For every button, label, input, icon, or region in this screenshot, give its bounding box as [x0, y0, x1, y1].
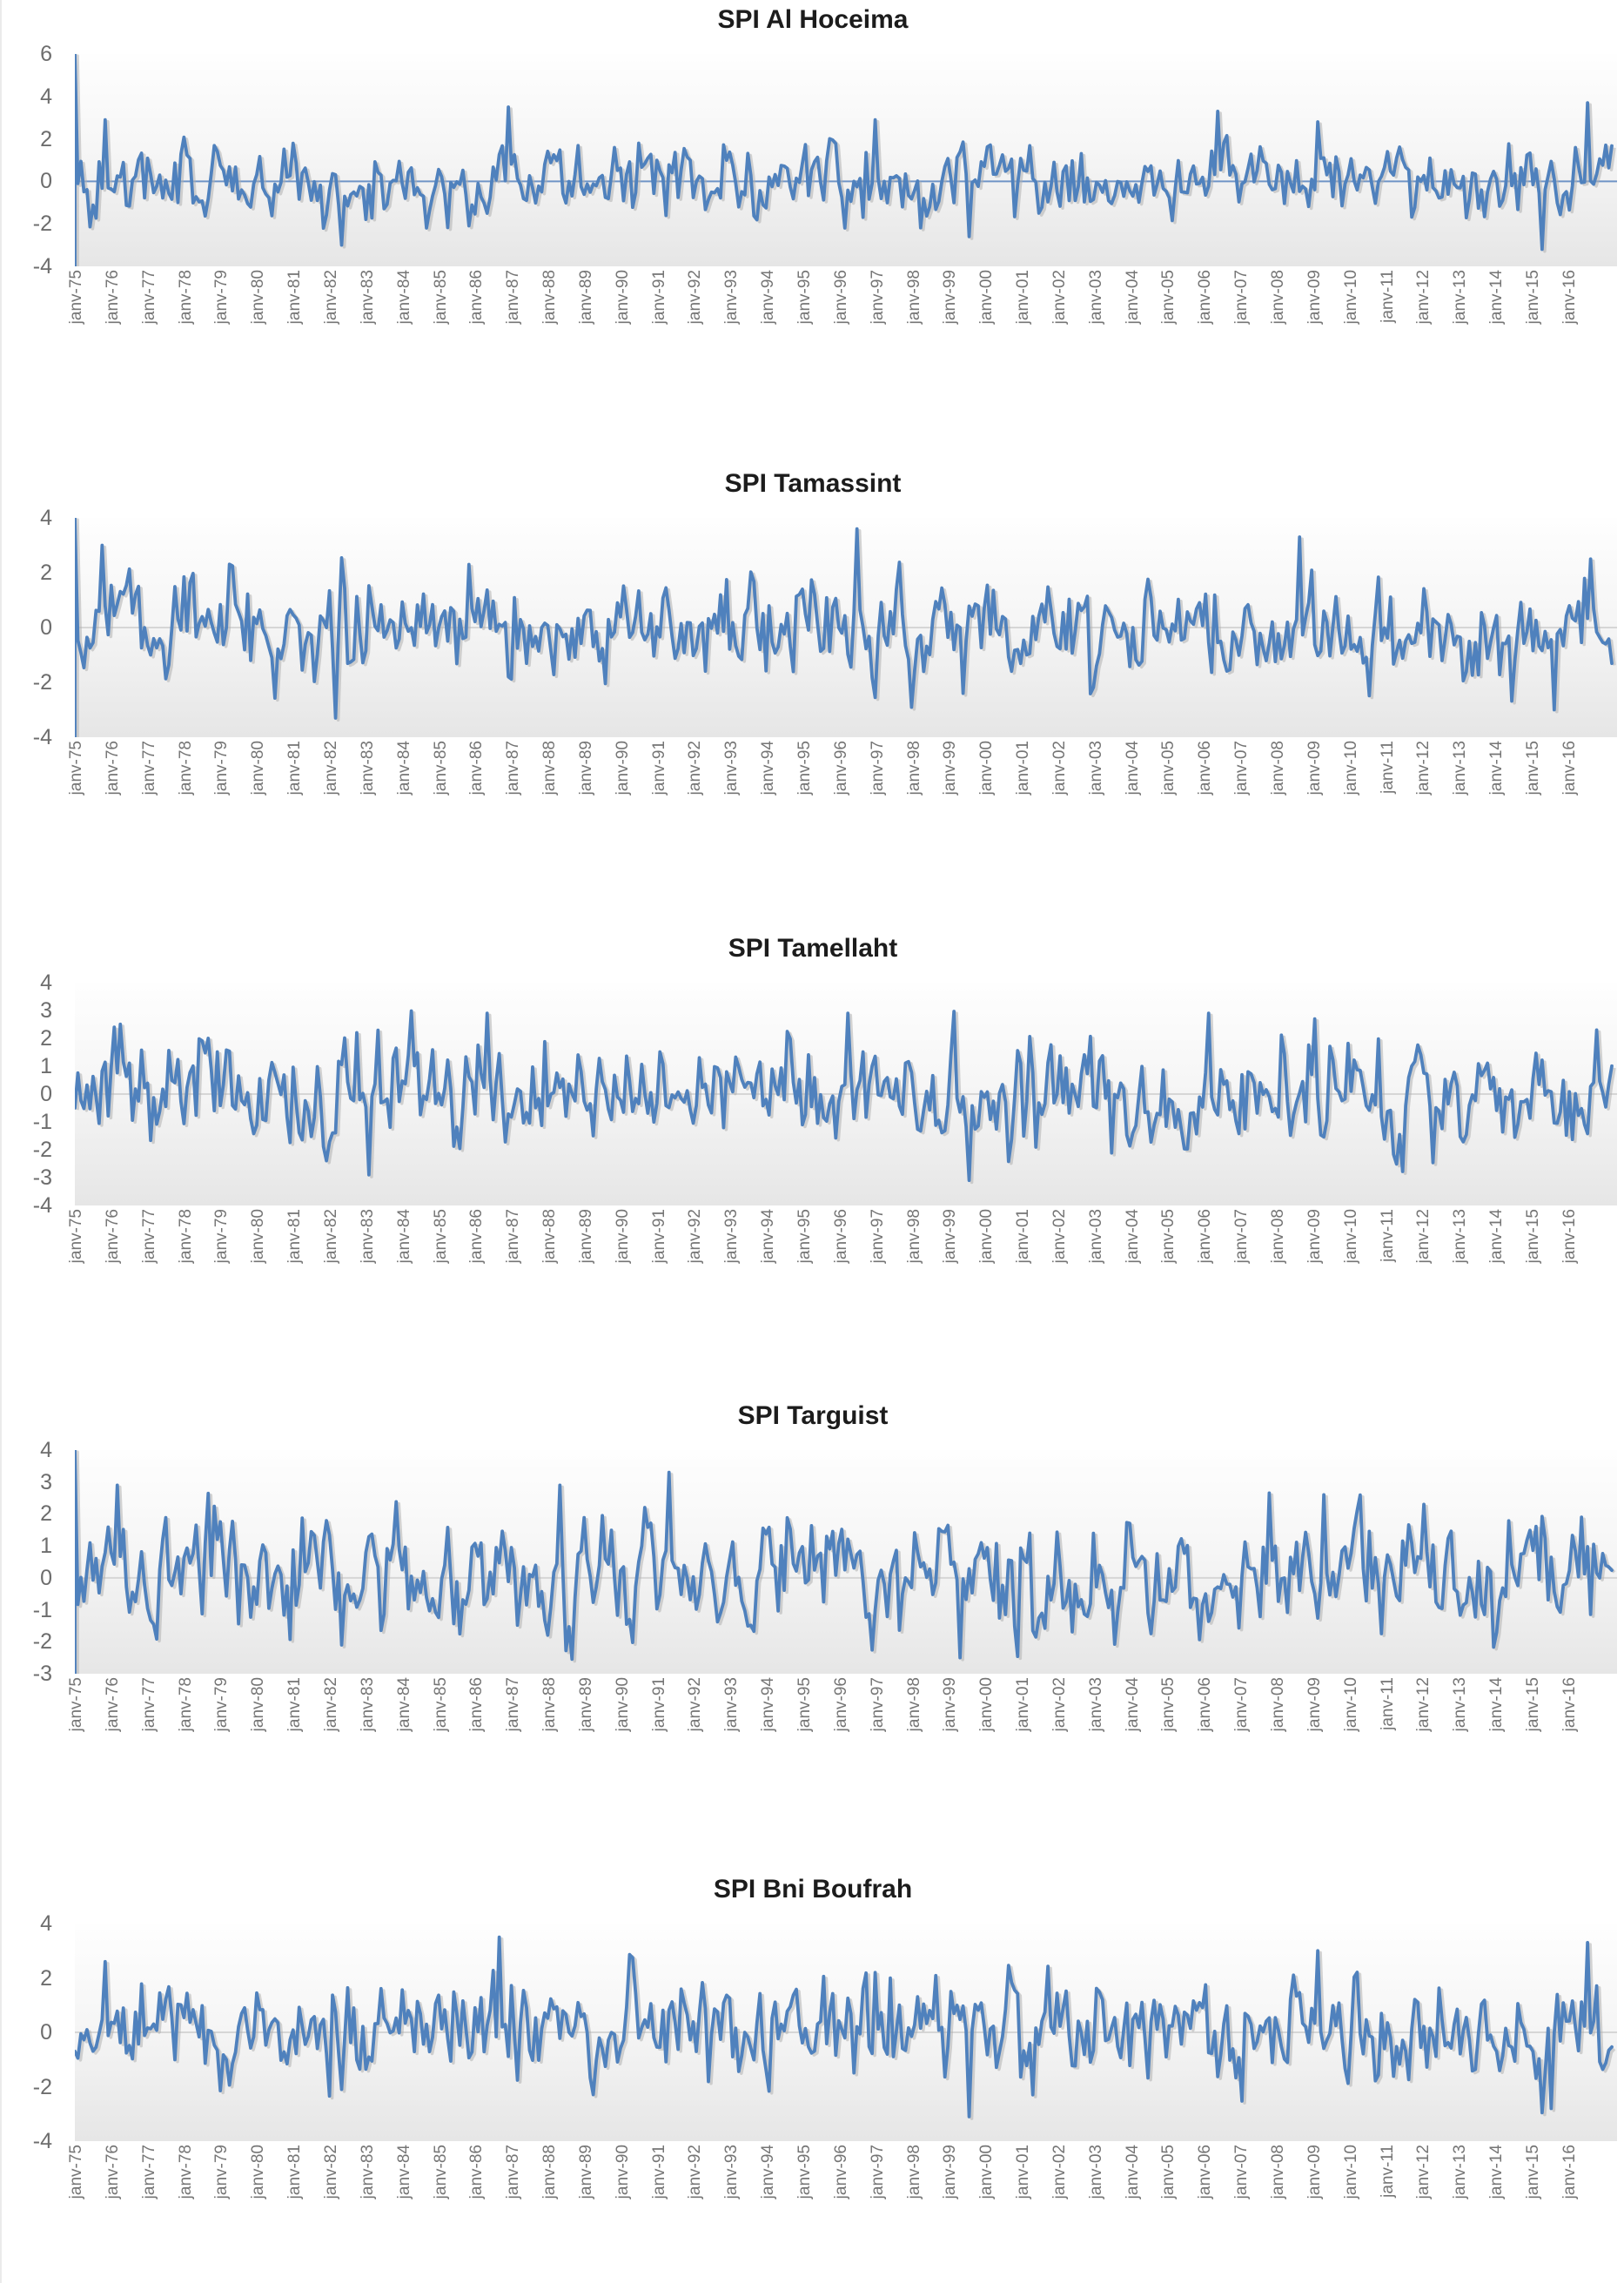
- x-tick-label: janv-02: [1050, 741, 1069, 796]
- x-tick-label: janv-84: [394, 1677, 413, 1732]
- x-tick-label: janv-80: [249, 741, 268, 796]
- spi-line-chart: [75, 518, 1617, 737]
- x-tick-label: janv-90: [613, 2145, 632, 2199]
- x-tick-label: janv-16: [1560, 1209, 1579, 1264]
- x-tick-label: janv-99: [941, 1209, 960, 1264]
- x-tick-label: janv-95: [795, 1209, 814, 1264]
- x-tick-label: janv-88: [540, 270, 559, 325]
- x-tick-label: janv-02: [1050, 2145, 1069, 2199]
- spi-line-chart: [75, 1450, 1617, 1674]
- y-axis-tick-labels: [2, 1438, 75, 1686]
- x-tick-label: janv-80: [249, 1677, 268, 1732]
- x-tick-label: janv-14: [1487, 741, 1506, 796]
- x-tick-label: janv-88: [540, 1209, 559, 1264]
- x-tick-label: janv-89: [576, 741, 595, 796]
- x-tick-label: janv-09: [1305, 741, 1324, 796]
- x-tick-label: janv-91: [649, 270, 668, 325]
- x-tick-label: janv-78: [176, 1209, 195, 1264]
- x-tick-label: janv-86: [467, 2145, 487, 2199]
- spi-line-chart: [75, 1924, 1617, 2141]
- y-tick-label: -4: [32, 725, 52, 749]
- x-tick-label: janv-75: [67, 2145, 85, 2199]
- x-tick-label: janv-96: [831, 1209, 850, 1264]
- x-tick-label: janv-94: [759, 1209, 778, 1264]
- plot-area: [75, 54, 1617, 266]
- x-tick-label: janv-11: [1378, 1209, 1397, 1262]
- chart-title: SPI Tamassint: [724, 469, 902, 498]
- x-tick-label: janv-11: [1378, 1677, 1397, 1730]
- x-tick-label: janv-87: [504, 741, 523, 796]
- x-tick-label: janv-87: [504, 1209, 523, 1264]
- x-tick-label: janv-02: [1050, 270, 1069, 325]
- x-tick-label: janv-93: [722, 1209, 742, 1264]
- x-tick-label: janv-05: [1159, 2145, 1178, 2199]
- x-tick-label: janv-79: [212, 1677, 232, 1732]
- x-tick-label: janv-76: [103, 1209, 122, 1264]
- x-tick-label: janv-16: [1560, 2145, 1579, 2199]
- x-tick-label: janv-99: [941, 1677, 960, 1732]
- x-tick-label: janv-05: [1159, 741, 1178, 796]
- x-tick-label: janv-84: [394, 741, 413, 796]
- x-axis-tick-labels: [67, 2141, 1617, 2247]
- x-tick-label: janv-81: [285, 1209, 305, 1264]
- spi-line-shadow: [77, 56, 1614, 266]
- x-tick-label: janv-95: [795, 1677, 814, 1732]
- x-tick-label: janv-92: [686, 1677, 705, 1732]
- x-tick-label: janv-85: [431, 270, 450, 325]
- x-tick-label: janv-98: [904, 741, 923, 796]
- spi-line-chart: [75, 983, 1617, 1205]
- x-tick-label: janv-98: [904, 1677, 923, 1732]
- x-tick-label: janv-11: [1378, 741, 1397, 794]
- y-tick-label: -2: [32, 670, 52, 695]
- chart-title: SPI Tamellaht: [728, 934, 898, 963]
- x-tick-label: janv-82: [321, 741, 340, 796]
- x-tick-label: janv-80: [249, 2145, 268, 2199]
- y-tick-label: -4: [32, 2129, 52, 2153]
- x-tick-label: janv-92: [686, 741, 705, 796]
- y-tick-label: 3: [40, 998, 52, 1023]
- x-tick-label: janv-97: [868, 1677, 887, 1732]
- x-tick-label: janv-82: [321, 270, 340, 325]
- x-tick-label: janv-81: [285, 1677, 305, 1732]
- plot-area: [75, 1924, 1617, 2141]
- x-tick-label: janv-87: [504, 1677, 523, 1732]
- x-tick-label: janv-05: [1159, 1677, 1178, 1732]
- chart-spi-bni-boufrah: [0, 1841, 1624, 2283]
- x-tick-label: janv-14: [1487, 2145, 1506, 2199]
- x-tick-label: janv-09: [1305, 1209, 1324, 1264]
- x-tick-label: janv-12: [1414, 2145, 1433, 2199]
- y-tick-label: -2: [32, 1138, 52, 1162]
- x-tick-label: janv-79: [212, 741, 232, 796]
- x-tick-label: janv-13: [1451, 1209, 1470, 1264]
- x-tick-label: janv-77: [139, 2145, 158, 2199]
- x-tick-label: janv-91: [649, 1209, 668, 1264]
- x-tick-label: janv-86: [467, 741, 487, 796]
- x-tick-label: janv-08: [1268, 1677, 1287, 1732]
- x-tick-label: janv-05: [1159, 270, 1178, 325]
- x-tick-label: janv-90: [613, 741, 632, 796]
- x-tick-label: janv-99: [941, 270, 960, 325]
- y-tick-label: 1: [40, 1534, 52, 1559]
- x-tick-label: janv-03: [1086, 741, 1105, 796]
- y-tick-label: 3: [40, 1469, 52, 1494]
- x-tick-label: janv-09: [1305, 1677, 1324, 1732]
- x-tick-label: janv-06: [1196, 2145, 1215, 2199]
- x-tick-label: janv-83: [358, 2145, 377, 2199]
- x-tick-label: janv-83: [358, 1209, 377, 1264]
- x-tick-label: janv-76: [103, 270, 122, 325]
- y-tick-label: 4: [40, 1438, 52, 1462]
- y-tick-label: -2: [32, 212, 52, 237]
- x-tick-label: janv-12: [1414, 741, 1433, 796]
- y-tick-label: -2: [32, 2074, 52, 2099]
- x-tick-label: janv-91: [649, 2145, 668, 2199]
- x-tick-label: janv-76: [103, 741, 122, 796]
- x-tick-label: janv-93: [722, 270, 742, 325]
- x-tick-label: janv-10: [1341, 1209, 1360, 1264]
- x-tick-label: janv-95: [795, 2145, 814, 2199]
- y-tick-label: 0: [40, 1082, 52, 1106]
- x-tick-label: janv-96: [831, 270, 850, 325]
- y-tick-label: -4: [32, 254, 52, 279]
- x-tick-label: janv-06: [1196, 741, 1215, 796]
- x-tick-label: janv-03: [1086, 1209, 1105, 1264]
- y-tick-label: 2: [40, 1965, 52, 1991]
- x-tick-label: janv-13: [1451, 1677, 1470, 1732]
- y-tick-label: 1: [40, 1054, 52, 1078]
- x-tick-label: janv-14: [1487, 1677, 1506, 1732]
- x-tick-label: janv-81: [285, 2145, 305, 2199]
- x-tick-label: janv-99: [941, 2145, 960, 2199]
- x-tick-label: janv-12: [1414, 1677, 1433, 1732]
- y-axis-tick-labels: [2, 42, 75, 279]
- x-tick-label: janv-84: [394, 2145, 413, 2199]
- x-tick-label: janv-08: [1268, 741, 1287, 796]
- x-tick-label: janv-84: [394, 270, 413, 325]
- x-tick-label: janv-03: [1086, 270, 1105, 325]
- x-tick-label: janv-93: [722, 1677, 742, 1732]
- y-axis-tick-labels: [2, 1911, 75, 2153]
- x-tick-label: janv-94: [759, 2145, 778, 2199]
- x-tick-label: janv-16: [1560, 270, 1579, 325]
- x-tick-label: janv-10: [1341, 741, 1360, 796]
- y-tick-label: 4: [40, 1911, 52, 1936]
- x-tick-label: janv-94: [759, 741, 778, 796]
- x-axis-tick-labels: [67, 1674, 1617, 1780]
- x-tick-label: janv-00: [977, 1209, 997, 1264]
- chart-spi-al-hoceima: [0, 0, 1624, 457]
- y-tick-label: 4: [40, 970, 52, 995]
- x-tick-label: janv-14: [1487, 270, 1506, 325]
- y-tick-label: 2: [40, 126, 52, 151]
- x-tick-label: janv-01: [1014, 1209, 1032, 1264]
- x-tick-label: janv-08: [1268, 1209, 1287, 1264]
- x-tick-label: janv-78: [176, 2145, 195, 2199]
- x-tick-label: janv-93: [722, 741, 742, 796]
- x-tick-label: janv-10: [1341, 1677, 1360, 1732]
- x-tick-label: janv-75: [67, 270, 85, 325]
- x-tick-label: janv-10: [1341, 270, 1360, 325]
- x-tick-label: janv-83: [358, 270, 377, 325]
- y-tick-label: 0: [40, 2020, 52, 2045]
- x-tick-label: janv-85: [431, 741, 450, 796]
- x-tick-label: janv-75: [67, 1209, 85, 1264]
- x-tick-label: janv-04: [1123, 1677, 1142, 1732]
- y-tick-label: 2: [40, 1501, 52, 1527]
- chart-title: SPI Targuist: [737, 1401, 889, 1430]
- x-tick-label: janv-13: [1451, 270, 1470, 325]
- x-tick-label: janv-15: [1523, 1677, 1542, 1732]
- chart-spi-tamellaht: [0, 918, 1624, 1380]
- x-tick-label: janv-04: [1123, 1209, 1142, 1264]
- x-tick-label: janv-02: [1050, 1209, 1069, 1264]
- spi-line: [75, 54, 1612, 266]
- x-tick-label: janv-89: [576, 270, 595, 325]
- x-tick-label: janv-79: [212, 2145, 232, 2199]
- x-tick-label: janv-06: [1196, 1209, 1215, 1264]
- x-tick-label: janv-01: [1014, 270, 1032, 325]
- x-tick-label: janv-08: [1268, 2145, 1287, 2199]
- x-tick-label: janv-00: [977, 2145, 997, 2199]
- y-tick-label: 4: [40, 84, 52, 109]
- x-tick-label: janv-07: [1232, 1209, 1252, 1264]
- y-axis-tick-labels: [2, 506, 75, 749]
- x-tick-label: janv-85: [431, 1209, 450, 1264]
- x-tick-label: janv-10: [1341, 2145, 1360, 2199]
- x-tick-label: janv-14: [1487, 1209, 1506, 1264]
- x-tick-label: janv-78: [176, 741, 195, 796]
- spi-line-chart: [75, 54, 1617, 266]
- x-tick-label: janv-88: [540, 741, 559, 796]
- x-tick-label: janv-07: [1232, 2145, 1252, 2199]
- x-tick-label: janv-97: [868, 270, 887, 325]
- x-tick-label: janv-79: [212, 270, 232, 325]
- x-tick-label: janv-12: [1414, 1209, 1433, 1264]
- x-tick-label: janv-08: [1268, 270, 1287, 325]
- x-tick-label: janv-77: [139, 741, 158, 796]
- y-tick-label: 6: [40, 42, 52, 66]
- chart-title: SPI Al Hoceima: [717, 5, 909, 34]
- x-tick-label: janv-83: [358, 1677, 377, 1732]
- x-tick-label: janv-89: [576, 1677, 595, 1732]
- x-tick-label: janv-00: [977, 270, 997, 325]
- x-tick-label: janv-92: [686, 270, 705, 325]
- x-tick-label: janv-81: [285, 741, 305, 796]
- x-tick-label: janv-88: [540, 1677, 559, 1732]
- x-tick-label: janv-75: [67, 1677, 85, 1732]
- x-tick-label: janv-79: [212, 1209, 232, 1264]
- y-tick-label: 0: [40, 1565, 52, 1590]
- x-tick-label: janv-86: [467, 1677, 487, 1732]
- x-tick-label: janv-13: [1451, 741, 1470, 796]
- y-tick-label: 2: [40, 561, 52, 585]
- x-tick-label: janv-81: [285, 270, 305, 325]
- y-axis-tick-labels: [2, 970, 75, 1218]
- x-tick-label: janv-01: [1014, 1677, 1032, 1732]
- x-tick-label: janv-95: [795, 270, 814, 325]
- x-tick-label: janv-04: [1123, 270, 1142, 325]
- x-tick-label: janv-92: [686, 2145, 705, 2199]
- x-tick-label: janv-07: [1232, 741, 1252, 796]
- y-tick-label: -3: [32, 1662, 52, 1686]
- y-tick-label: -1: [32, 1597, 52, 1622]
- x-tick-label: janv-85: [431, 1677, 450, 1732]
- x-tick-label: janv-80: [249, 270, 268, 325]
- y-tick-label: -3: [32, 1165, 52, 1190]
- x-tick-label: janv-77: [139, 1209, 158, 1264]
- x-tick-label: janv-11: [1378, 2145, 1397, 2198]
- x-tick-label: janv-98: [904, 2145, 923, 2199]
- y-tick-label: 2: [40, 1026, 52, 1051]
- x-tick-label: janv-91: [649, 741, 668, 796]
- chart-spi-tamassint: [0, 457, 1624, 918]
- plot-area: [75, 518, 1617, 737]
- x-tick-label: janv-76: [103, 2145, 122, 2199]
- spi-line: [75, 1450, 1612, 1674]
- x-tick-label: janv-86: [467, 270, 487, 325]
- x-tick-label: janv-03: [1086, 1677, 1105, 1732]
- x-tick-label: janv-77: [139, 1677, 158, 1732]
- x-tick-label: janv-97: [868, 2145, 887, 2199]
- x-tick-label: janv-89: [576, 1209, 595, 1264]
- x-tick-label: janv-06: [1196, 270, 1215, 325]
- x-tick-label: janv-04: [1123, 2145, 1142, 2199]
- x-tick-label: janv-82: [321, 1209, 340, 1264]
- x-tick-label: janv-04: [1123, 741, 1142, 796]
- y-tick-label: -1: [32, 1110, 52, 1134]
- x-tick-label: janv-89: [576, 2145, 595, 2199]
- x-tick-label: janv-96: [831, 2145, 850, 2199]
- x-axis-tick-labels: [67, 737, 1617, 843]
- plot-area: [75, 983, 1617, 1205]
- x-tick-label: janv-75: [67, 741, 85, 796]
- y-tick-label: 4: [40, 506, 52, 530]
- y-tick-label: 0: [40, 169, 52, 194]
- x-tick-label: janv-13: [1451, 2145, 1470, 2199]
- x-tick-label: janv-82: [321, 2145, 340, 2199]
- x-tick-label: janv-00: [977, 1677, 997, 1732]
- x-tick-label: janv-11: [1378, 270, 1397, 323]
- x-tick-label: janv-16: [1560, 1677, 1579, 1732]
- x-tick-label: janv-76: [103, 1677, 122, 1732]
- x-tick-label: janv-07: [1232, 1677, 1252, 1732]
- x-axis-tick-labels: [67, 266, 1617, 373]
- x-tick-label: janv-99: [941, 741, 960, 796]
- x-tick-label: janv-91: [649, 1677, 668, 1732]
- x-tick-label: janv-05: [1159, 1209, 1178, 1264]
- x-axis-tick-labels: [67, 1205, 1617, 1312]
- x-tick-label: janv-98: [904, 270, 923, 325]
- x-tick-label: janv-06: [1196, 1677, 1215, 1732]
- chart-title: SPI Bni Boufrah: [713, 1875, 913, 1904]
- x-tick-label: janv-07: [1232, 270, 1252, 325]
- x-tick-label: janv-15: [1523, 270, 1542, 325]
- x-tick-label: janv-16: [1560, 741, 1579, 796]
- x-tick-label: janv-90: [613, 1677, 632, 1732]
- y-tick-label: -4: [32, 1193, 52, 1218]
- x-tick-label: janv-87: [504, 2145, 523, 2199]
- x-tick-label: janv-00: [977, 741, 997, 796]
- x-tick-label: janv-97: [868, 1209, 887, 1264]
- x-tick-label: janv-96: [831, 1677, 850, 1732]
- y-tick-label: -2: [32, 1629, 52, 1655]
- x-tick-label: janv-78: [176, 270, 195, 325]
- x-tick-label: janv-80: [249, 1209, 268, 1264]
- x-tick-label: janv-09: [1305, 2145, 1324, 2199]
- x-tick-label: janv-92: [686, 1209, 705, 1264]
- x-tick-label: janv-02: [1050, 1677, 1069, 1732]
- x-tick-label: janv-78: [176, 1677, 195, 1732]
- x-tick-label: janv-12: [1414, 270, 1433, 325]
- x-tick-label: janv-15: [1523, 2145, 1542, 2199]
- x-tick-label: janv-09: [1305, 270, 1324, 325]
- x-tick-label: janv-98: [904, 1209, 923, 1264]
- x-tick-label: janv-15: [1523, 741, 1542, 796]
- chart-spi-targuist: [0, 1380, 1624, 1841]
- x-tick-label: janv-85: [431, 2145, 450, 2199]
- x-tick-label: janv-95: [795, 741, 814, 796]
- x-tick-label: janv-94: [759, 270, 778, 325]
- x-tick-label: janv-93: [722, 2145, 742, 2199]
- x-tick-label: janv-90: [613, 1209, 632, 1264]
- x-tick-label: janv-15: [1523, 1209, 1542, 1264]
- x-tick-label: janv-83: [358, 741, 377, 796]
- x-tick-label: janv-87: [504, 270, 523, 325]
- x-tick-label: janv-94: [759, 1677, 778, 1732]
- x-tick-label: janv-01: [1014, 741, 1032, 796]
- x-tick-label: janv-84: [394, 1209, 413, 1264]
- x-tick-label: janv-96: [831, 741, 850, 796]
- x-tick-label: janv-90: [613, 270, 632, 325]
- plot-area: [75, 1450, 1617, 1674]
- x-tick-label: janv-77: [139, 270, 158, 325]
- x-tick-label: janv-88: [540, 2145, 559, 2199]
- x-tick-label: janv-82: [321, 1677, 340, 1732]
- x-tick-label: janv-03: [1086, 2145, 1105, 2199]
- x-tick-label: janv-01: [1014, 2145, 1032, 2199]
- y-tick-label: 0: [40, 615, 52, 640]
- x-tick-label: janv-86: [467, 1209, 487, 1264]
- x-tick-label: janv-97: [868, 741, 887, 796]
